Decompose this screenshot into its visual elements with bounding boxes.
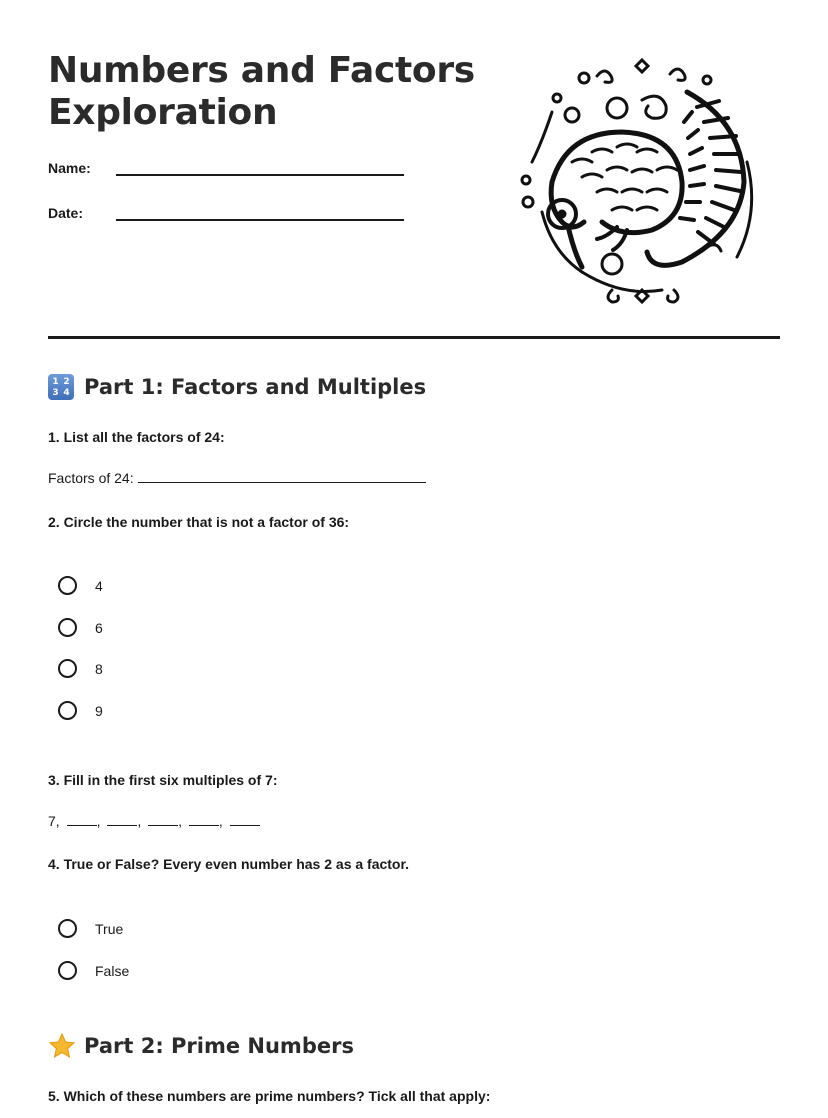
q2-option-4[interactable]	[58, 576, 103, 595]
q3-blank-4[interactable]	[189, 815, 219, 826]
name-field[interactable]	[48, 160, 91, 176]
q2-option-9[interactable]	[58, 701, 103, 720]
name-input-line[interactable]	[116, 174, 404, 176]
q1-answer-label: Factors of 24:	[48, 470, 134, 486]
q2-option-6[interactable]	[58, 618, 103, 637]
q3-blank-5[interactable]	[230, 815, 260, 826]
q3-blank-2[interactable]	[107, 815, 137, 826]
title-line-1: Numbers and Factors	[48, 50, 475, 91]
part2-heading	[48, 1032, 354, 1060]
input-numbers-icon: 1 2 3 4	[48, 374, 74, 400]
part2-title: Part 2: Prime Numbers	[84, 1034, 354, 1058]
q2-option-label: 8	[95, 660, 103, 677]
star-icon	[48, 1032, 76, 1060]
title-line-2: Exploration	[48, 92, 278, 133]
page-title	[48, 50, 475, 134]
q1-answer-row[interactable]	[48, 470, 426, 486]
part1-title: Part 1: Factors and Multiples	[84, 375, 427, 399]
date-input-line[interactable]	[116, 219, 404, 221]
q3-prefix: 7,	[48, 813, 60, 829]
q1-answer-blank[interactable]	[138, 470, 426, 483]
q2-option-8[interactable]	[58, 659, 103, 678]
radio-circle[interactable]	[58, 576, 77, 595]
part1-heading	[48, 374, 426, 400]
question-2: 2. Circle the number that is not a factor of 36:	[48, 514, 350, 530]
name-label: Name:	[48, 160, 91, 176]
date-field[interactable]	[48, 205, 83, 221]
question-5: 5. Which of these numbers are prime numbers? Tick all that apply:	[48, 1088, 491, 1104]
q3-blank-3[interactable]	[148, 815, 178, 826]
radio-circle[interactable]	[58, 659, 77, 678]
question-4: 4. True or False? Every even number has 2 as a factor.	[48, 856, 410, 872]
q4-option-false[interactable]	[58, 961, 129, 980]
radio-circle[interactable]	[58, 961, 77, 980]
radio-circle[interactable]	[58, 618, 77, 637]
q3-answer-row[interactable]: 7, , , , ,	[48, 813, 260, 829]
q2-option-label: 6	[95, 619, 103, 636]
q2-option-label: 9	[95, 702, 103, 719]
kiwi-bird-fern-icon	[512, 52, 774, 314]
q4-option-label: False	[95, 962, 130, 979]
radio-circle[interactable]	[58, 701, 77, 720]
question-3: 3. Fill in the first six multiples of 7:	[48, 772, 278, 788]
q4-option-label: True	[95, 920, 124, 937]
question-1: 1. List all the factors of 24:	[48, 429, 225, 445]
radio-circle[interactable]	[58, 919, 77, 938]
q2-option-label: 4	[95, 577, 103, 594]
q3-blank-1[interactable]	[67, 815, 97, 826]
date-label: Date:	[48, 205, 84, 221]
section-divider	[48, 336, 780, 339]
q4-option-true[interactable]	[58, 919, 123, 938]
